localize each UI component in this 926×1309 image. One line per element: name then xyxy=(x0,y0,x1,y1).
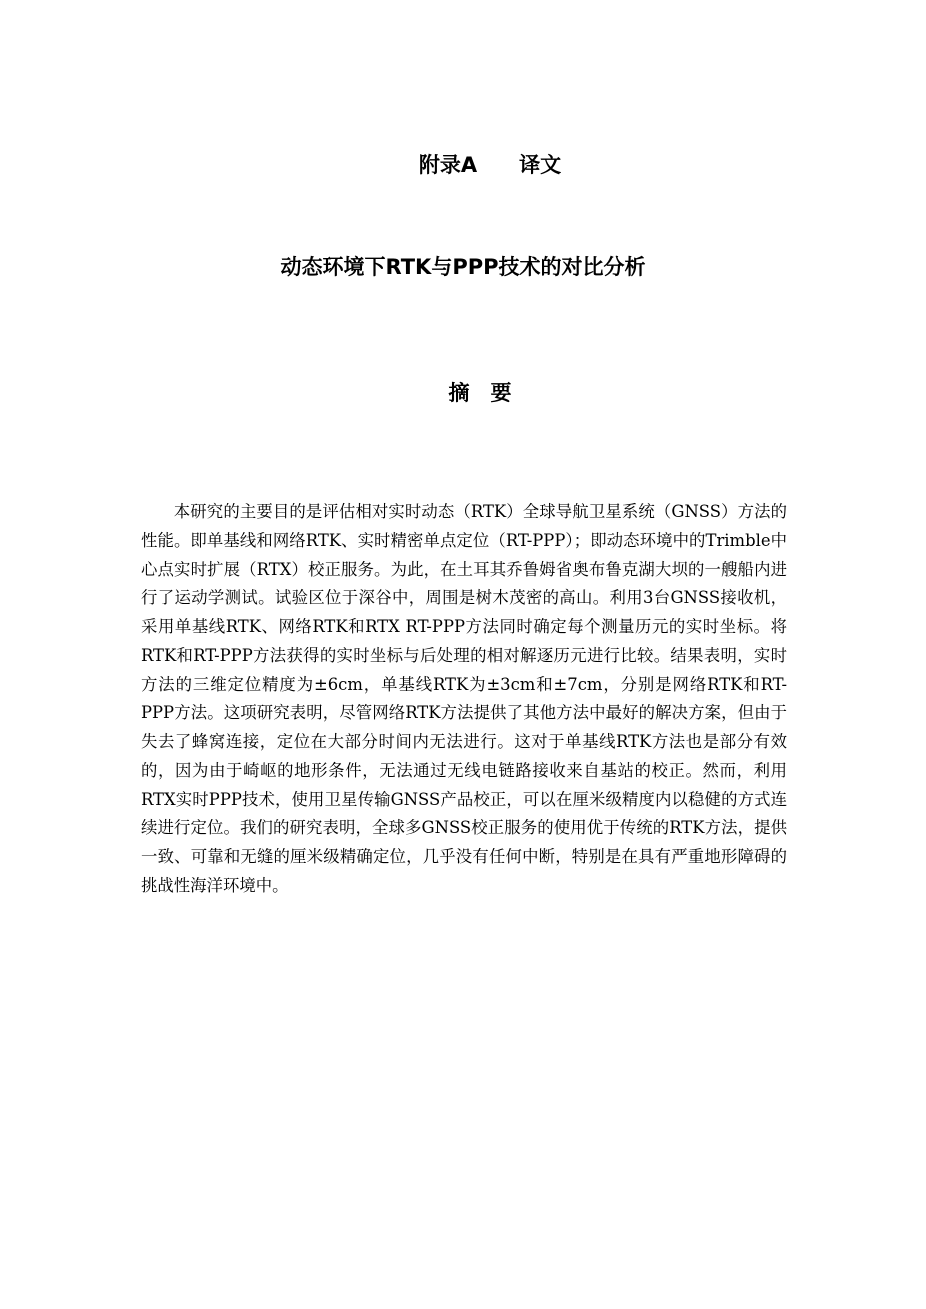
abstract-heading: 摘 要 xyxy=(448,381,512,405)
paper-title: 动态环境下RTK与PPP技术的对比分析 xyxy=(280,255,646,279)
appendix-title: 附录A 译文 xyxy=(418,153,562,177)
abstract-body: 本研究的主要目的是评估相对实时动态（RTK）全球导航卫星系统（GNSS）方法的性能。即单基线和网络RTK、实时精密单点定位（RT-PPP）；即动态环境中的Trimble中心点实时扩展（RTX）校正服务。为此，在土耳其乔鲁姆省奥布鲁克湖大坝的一艘船内进行了运动学测试。试验区位于深谷中，周围是树木茂密的高山。利用3台GNSS接收机，采用单基线RTK、网络RTK和RTX RT-PPP方法同时确定每个测量历元的实时坐标。将RTK和RT-PPP方法获得的实时坐标与后处理的相对解逐历元进行比较。结果表明，实时方法的三维定位精度为±6cm，单基线RTK为±3cm和±7cm，分别是网络RTK和RT-PPP方法。这项研究表明，尽管网络RTK方法提供了其他方法中最好的解决方案，但由于失去了蜂窝连接，定位在大部分时间内无法进行。这对于单基线RTK方法也是部分有效的，因为由于崎岖的地形条件，无法通过无线电链路接收来自基站的校正。然而，利用RTX实时PPP技术，使用卫星传输GNSS产品校正，可以在厘米级精度内以稳健的方式连续进行定位。我们的研究表明，全球多GNSS校正服务的使用优于传统的RTK方法，提供一致、可靠和无缝的厘米级精确定位，几乎没有任何中断，特别是在具有严重地形障碍的挑战性海洋环境中。 xyxy=(141,502,787,895)
